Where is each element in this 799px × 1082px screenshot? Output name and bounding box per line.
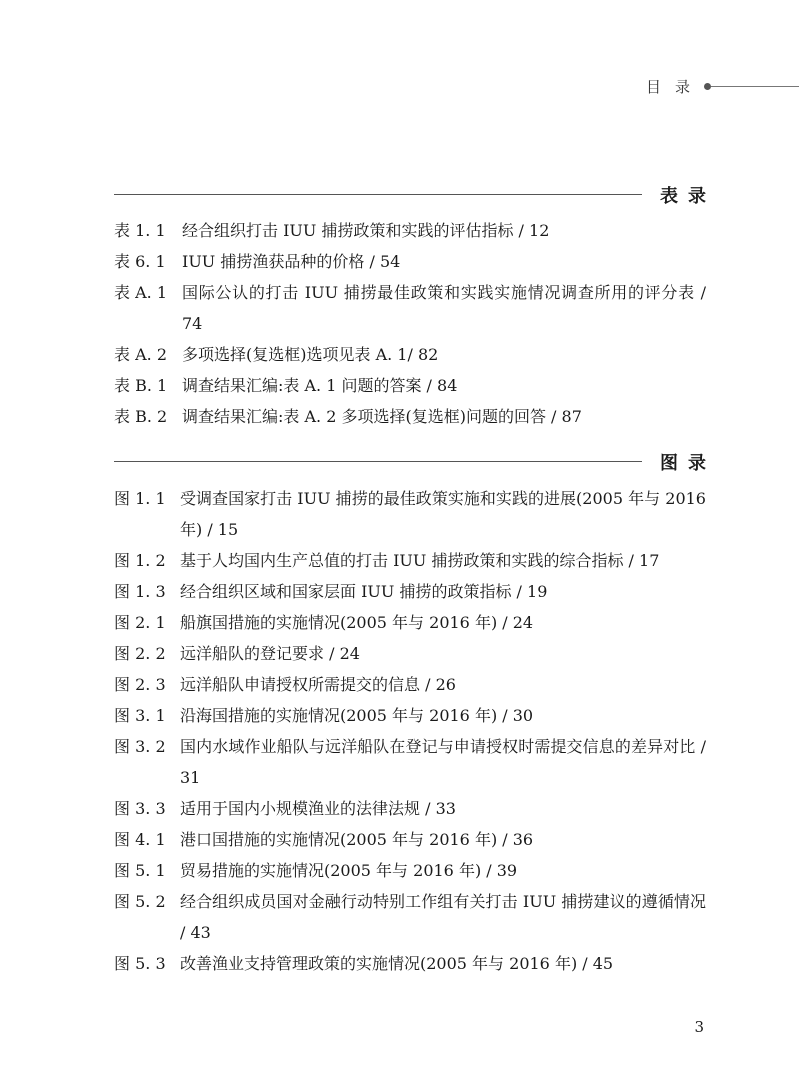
entry-number: 表 B. 2 — [114, 407, 168, 426]
entry-title: 国际公认的打击 IUU 捕捞最佳政策和实践实施情况调查所用的评分表 / 74 — [182, 283, 706, 333]
toc-entry — [114, 215, 706, 246]
toc-entry — [114, 669, 706, 700]
toc-entry — [114, 793, 706, 824]
entry-title: 国内水域作业船队与远洋船队在登记与申请授权时需提交信息的差异对比 / 31 — [180, 737, 706, 787]
entry-number: 表 A. 2 — [114, 345, 167, 364]
toc-entry — [114, 824, 706, 855]
entry-title: 基于人均国内生产总值的打击 IUU 捕捞政策和实践的综合指标 / 17 — [180, 551, 660, 570]
entry-title: 沿海国措施的实施情况(2005 年与 2016 年) / 30 — [180, 706, 534, 725]
entry-number: 表 6. 1 — [114, 252, 166, 271]
entry-number: 表 A. 1 — [114, 283, 167, 302]
toc-entry — [114, 246, 706, 277]
toc-entry — [114, 700, 706, 731]
toc-entry — [114, 948, 706, 979]
entry-title: 远洋船队申请授权所需提交的信息 / 26 — [180, 675, 456, 694]
tables-section-header — [114, 182, 716, 208]
tables-list — [114, 215, 706, 432]
running-head-bullet — [704, 83, 711, 90]
entry-number: 图 2. 3 — [114, 675, 166, 694]
toc-entry — [114, 607, 706, 638]
figures-section-title: 图录 — [660, 453, 716, 474]
entry-title: 适用于国内小规模渔业的法律法规 / 33 — [180, 799, 456, 818]
entry-number: 表 B. 1 — [114, 376, 168, 395]
entry-number: 图 3. 3 — [114, 799, 166, 818]
entry-number: 图 1. 3 — [114, 582, 166, 601]
toc-entry — [114, 401, 706, 432]
toc-entry — [114, 638, 706, 669]
entry-title: 调查结果汇编:表 A. 1 问题的答案 / 84 — [182, 376, 458, 395]
toc-entry — [114, 576, 706, 607]
toc-entry — [114, 370, 706, 401]
entry-title: IUU 捕捞渔获品种的价格 / 54 — [182, 252, 401, 271]
entry-title: 港口国措施的实施情况(2005 年与 2016 年) / 36 — [180, 830, 534, 849]
entry-number: 表 1. 1 — [114, 221, 166, 240]
entry-title: 调查结果汇编:表 A. 2 多项选择(复选框)问题的回答 / 87 — [182, 407, 582, 426]
entry-title: 远洋船队的登记要求 / 24 — [180, 644, 360, 663]
figures-list — [114, 483, 706, 979]
entry-number: 图 3. 1 — [114, 706, 166, 725]
toc-entry — [114, 277, 706, 339]
entry-title: 经合组织成员国对金融行动特别工作组有关打击 IUU 捕捞建议的遵循情况 / 43 — [180, 892, 706, 942]
entry-number: 图 1. 1 — [114, 489, 166, 508]
entry-title: 受调查国家打击 IUU 捕捞的最佳政策实施和实践的进展(2005 年与 2016 年) / 15 — [180, 489, 706, 539]
entry-number: 图 2. 1 — [114, 613, 166, 632]
running-head-title: 目录 — [645, 77, 704, 96]
entry-number: 图 4. 1 — [114, 830, 166, 849]
entry-number: 图 5. 2 — [114, 892, 166, 911]
page-number: 3 — [694, 1018, 704, 1036]
entry-number: 图 2. 2 — [114, 644, 166, 663]
figures-section — [114, 449, 716, 979]
entry-title: 贸易措施的实施情况(2005 年与 2016 年) / 39 — [180, 861, 518, 880]
toc-entry — [114, 483, 706, 545]
entry-number: 图 5. 1 — [114, 861, 166, 880]
toc-entry — [114, 339, 706, 370]
entry-title: 船旗国措施的实施情况(2005 年与 2016 年) / 24 — [180, 613, 534, 632]
entry-title: 改善渔业支持管理政策的实施情况(2005 年与 2016 年) / 45 — [180, 954, 614, 973]
running-head-rule — [711, 86, 799, 87]
entry-title: 多项选择(复选框)选项见表 A. 1/ 82 — [182, 345, 439, 364]
toc-entry — [114, 731, 706, 793]
toc-entry — [114, 855, 706, 886]
tables-section-title: 表录 — [660, 186, 716, 207]
entry-number: 图 1. 2 — [114, 551, 166, 570]
figures-section-header — [114, 449, 716, 475]
section-rule — [114, 194, 642, 195]
entry-title: 经合组织区域和国家层面 IUU 捕捞的政策指标 / 19 — [180, 582, 548, 601]
entry-number: 图 3. 2 — [114, 737, 166, 756]
running-head — [646, 76, 799, 96]
entry-number: 图 5. 3 — [114, 954, 166, 973]
toc-entry — [114, 886, 706, 948]
entry-title: 经合组织打击 IUU 捕捞政策和实践的评估指标 / 12 — [182, 221, 550, 240]
toc-entry — [114, 545, 706, 576]
section-rule — [114, 461, 642, 462]
tables-section — [114, 182, 716, 432]
